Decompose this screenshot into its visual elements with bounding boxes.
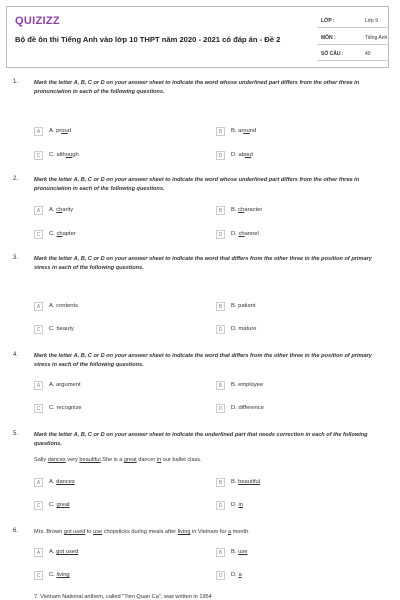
sentence-text: chopsticks during meals after xyxy=(102,529,178,535)
underlined-part: great xyxy=(123,457,137,463)
option-underlined-part: ch xyxy=(238,231,245,237)
question-instruction: Mark the letter A, B, C or D on your answer sheet to indicate the word whose underlined part differs from the other three in pronunciation in each of the following questions. xyxy=(34,177,360,192)
option-word-part: gh xyxy=(72,152,79,158)
option-text xyxy=(49,572,70,578)
option-word-part: patient xyxy=(238,303,256,309)
option-text xyxy=(49,502,70,508)
option-letter-box[interactable]: A xyxy=(34,381,43,390)
option-letter-box[interactable]: C xyxy=(34,404,43,413)
answer-option-b[interactable] xyxy=(216,381,376,391)
question-instruction: Mark the letter A, B, C or D on your answer sheet to indicate the word that differs from the other three in the position of primary stress in each of the following questions. xyxy=(34,256,372,271)
option-underlined-part: great xyxy=(56,502,70,508)
underlined-part: living xyxy=(177,529,191,535)
option-text xyxy=(49,207,73,213)
option-underlined-part: ch xyxy=(56,207,63,213)
option-letter-box[interactable]: B xyxy=(216,381,225,390)
option-label: C. xyxy=(49,152,55,158)
question-instruction: Mark the letter A, B, C or D on your answer sheet to indicate the word whose underlined part differs from the other three in pronunciation in each of the following questions. xyxy=(34,80,360,95)
meta-divider xyxy=(317,27,389,28)
option-text xyxy=(231,207,262,213)
answer-option-a[interactable] xyxy=(34,478,194,488)
option-word-part: employee xyxy=(238,382,264,388)
option-underlined-part: use xyxy=(238,549,248,555)
option-label: B. xyxy=(231,549,237,555)
meta-count-value: 40 xyxy=(365,51,371,57)
answer-option-a[interactable] xyxy=(34,127,194,137)
meta-subject-value: Tiếng Anh xyxy=(365,35,388,41)
sentence-text: month. xyxy=(231,529,250,535)
option-letter-box[interactable]: D xyxy=(216,151,225,160)
option-underlined-part: ou xyxy=(61,128,68,134)
option-label: B. xyxy=(231,479,237,485)
option-label: C. xyxy=(49,502,55,508)
option-label: C. xyxy=(49,326,55,332)
underlined-part: beautiful xyxy=(79,457,101,463)
worksheet-header xyxy=(6,6,389,68)
option-letter-box[interactable]: C xyxy=(34,501,43,510)
option-label: A. xyxy=(49,382,55,388)
option-text xyxy=(231,549,247,555)
option-underlined-part: in xyxy=(238,502,243,508)
option-word-part: ar xyxy=(238,128,244,134)
option-label: A. xyxy=(49,128,55,134)
option-letter-box[interactable]: A xyxy=(34,127,43,136)
option-underlined-part: dances xyxy=(56,479,75,485)
question-number: 6. xyxy=(13,528,19,534)
option-text xyxy=(231,128,256,134)
option-text xyxy=(49,326,74,332)
option-word-part: arity xyxy=(62,207,74,213)
option-underlined-part: ou xyxy=(244,152,252,158)
answer-option-d[interactable] xyxy=(216,404,376,414)
option-letter-box[interactable]: C xyxy=(34,571,43,580)
answer-option-a[interactable] xyxy=(34,548,194,558)
question-number: 1. xyxy=(13,79,19,85)
option-label: D. xyxy=(231,231,237,237)
meta-grade-key: LỚP : xyxy=(321,18,335,24)
option-text xyxy=(231,303,256,309)
answer-option-b[interactable] xyxy=(216,302,376,312)
answer-option-c[interactable] xyxy=(34,501,194,511)
option-text xyxy=(231,152,253,158)
option-letter-box[interactable]: C xyxy=(34,230,43,239)
option-word-part: ab xyxy=(238,152,245,158)
question-instruction xyxy=(34,528,386,537)
option-word-part: apter xyxy=(62,231,76,237)
option-letter-box[interactable]: B xyxy=(216,478,225,487)
answer-option-a[interactable] xyxy=(34,302,194,312)
option-text xyxy=(231,502,243,508)
option-letter-box[interactable]: B xyxy=(216,548,225,557)
option-text xyxy=(49,549,78,555)
option-underlined-part: got used xyxy=(56,549,79,555)
underlined-part: use xyxy=(93,529,103,535)
option-text xyxy=(231,572,242,578)
answer-option-b[interactable] xyxy=(216,478,376,488)
option-letter-box[interactable]: A xyxy=(34,302,43,311)
answer-option-a[interactable] xyxy=(34,206,194,216)
option-label: A. xyxy=(49,207,55,213)
sentence-text: Mrs. Brown xyxy=(34,529,64,535)
option-label: D. xyxy=(231,152,237,158)
option-label: A. xyxy=(49,303,55,309)
option-label: A. xyxy=(49,549,55,555)
answer-option-d[interactable] xyxy=(216,151,376,161)
answer-option-b[interactable] xyxy=(216,127,376,137)
option-word-part: annel xyxy=(244,231,259,237)
worksheet-title: Bộ đề ôn thi Tiếng Anh vào lớp 10 THPT năm 2020 - 2021 có đáp án - Đề 2 xyxy=(15,35,281,44)
option-word-part: argument xyxy=(56,382,81,388)
option-text xyxy=(231,231,259,237)
cutoff-question: 7. Vietnam National anthem, called "Tien Quan Ca", was written in 1954 xyxy=(34,594,212,600)
option-letter-box[interactable]: A xyxy=(34,478,43,487)
question-instruction: Mark the letter A, B, C or D on your answer sheet to indicate the underlined part that needs correction in each of the following questions. xyxy=(34,432,368,447)
sentence-text: in Vietnam for xyxy=(190,529,228,535)
option-text xyxy=(231,382,263,388)
option-underlined-part: ou xyxy=(65,152,73,158)
meta-count-key: SỐ CÂU : xyxy=(321,51,344,57)
option-underlined-part: ch xyxy=(238,207,245,213)
option-label: D. xyxy=(231,502,237,508)
option-label: C. xyxy=(49,572,55,578)
sentence-text: Sally xyxy=(34,457,48,463)
option-letter-box[interactable]: D xyxy=(216,501,225,510)
answer-option-d[interactable] xyxy=(216,571,376,581)
option-underlined-part: ch xyxy=(56,231,63,237)
option-text xyxy=(49,303,78,309)
meta-divider xyxy=(317,60,389,61)
answer-option-c[interactable] xyxy=(34,571,194,581)
underlined-part: got used xyxy=(63,529,86,535)
option-letter-box[interactable]: C xyxy=(34,325,43,334)
option-underlined-part: ou xyxy=(243,128,250,134)
option-text xyxy=(49,231,76,237)
option-label: D. xyxy=(231,405,237,411)
question-number: 5. xyxy=(13,431,19,437)
sentence-text: .She is a xyxy=(100,457,124,463)
answer-option-b[interactable] xyxy=(216,206,376,216)
answer-option-c[interactable] xyxy=(34,325,194,335)
meta-grade-value: Lớp 9 xyxy=(365,18,379,24)
sentence-text: to xyxy=(85,529,94,535)
option-letter-box[interactable]: D xyxy=(216,571,225,580)
option-word-part: d xyxy=(67,128,71,134)
option-letter-box[interactable]: C xyxy=(34,151,43,160)
option-letter-box[interactable]: B xyxy=(216,127,225,136)
question-instruction: Mark the letter A, B, C or D on your answer sheet to indicate the word that differs from the other three in the position of primary stress in each of the following questions. xyxy=(34,353,372,368)
option-word-part: aracter xyxy=(244,207,263,213)
answer-option-d[interactable] xyxy=(216,325,376,335)
option-word-part: pr xyxy=(56,128,62,134)
underlined-part: in xyxy=(156,457,162,463)
meta-subject-key: MÔN : xyxy=(321,35,336,41)
quizizz-logo: QUIZIZZ xyxy=(15,15,60,27)
option-word-part: recognize xyxy=(56,405,82,411)
option-word-part: t xyxy=(251,152,253,158)
option-label: B. xyxy=(231,207,237,213)
option-text xyxy=(49,152,79,158)
answer-option-d[interactable] xyxy=(216,501,376,511)
option-word-part: alth xyxy=(56,152,66,158)
question-number: 2. xyxy=(13,176,19,182)
option-letter-box[interactable]: D xyxy=(216,230,225,239)
option-word-part: mature xyxy=(238,326,257,332)
option-text xyxy=(49,405,82,411)
option-label: C. xyxy=(49,231,55,237)
option-text xyxy=(49,128,71,134)
option-letter-box[interactable]: D xyxy=(216,325,225,334)
option-underlined-part: beautiful xyxy=(238,479,261,485)
option-word-part: beauty xyxy=(56,326,74,332)
sentence-text: our ballet class. xyxy=(161,457,202,463)
option-word-part: contents xyxy=(56,303,79,309)
option-word-part: nd xyxy=(249,128,257,134)
option-underlined-part: a xyxy=(238,572,242,578)
option-letter-box[interactable]: A xyxy=(34,548,43,557)
option-text xyxy=(231,405,264,411)
question-number: 4. xyxy=(13,352,19,358)
option-label: A. xyxy=(49,479,55,485)
option-text xyxy=(49,382,81,388)
meta-divider xyxy=(317,44,389,45)
option-letter-box[interactable]: B xyxy=(216,302,225,311)
option-letter-box[interactable]: A xyxy=(34,206,43,215)
answer-option-c[interactable] xyxy=(34,151,194,161)
underlined-part: a xyxy=(227,529,232,535)
question-number: 3. xyxy=(13,255,19,261)
underlined-part: dances xyxy=(47,457,66,463)
answer-option-c[interactable] xyxy=(34,230,194,240)
question-sentence xyxy=(34,457,386,463)
option-underlined-part: living xyxy=(56,572,70,578)
option-label: B. xyxy=(231,382,237,388)
sentence-text: very xyxy=(65,457,80,463)
option-letter-box[interactable]: D xyxy=(216,404,225,413)
answer-option-d[interactable] xyxy=(216,230,376,240)
option-text xyxy=(231,326,256,332)
option-label: B. xyxy=(231,303,237,309)
answer-option-a[interactable] xyxy=(34,381,194,391)
option-text xyxy=(231,479,260,485)
option-word-part: difference xyxy=(238,405,264,411)
option-label: C. xyxy=(49,405,55,411)
sentence-text: dancer xyxy=(136,457,157,463)
option-label: D. xyxy=(231,572,237,578)
answer-option-b[interactable] xyxy=(216,548,376,558)
option-label: B. xyxy=(231,128,237,134)
answer-option-c[interactable] xyxy=(34,404,194,414)
option-text xyxy=(49,479,75,485)
option-letter-box[interactable]: B xyxy=(216,206,225,215)
option-label: D. xyxy=(231,326,237,332)
